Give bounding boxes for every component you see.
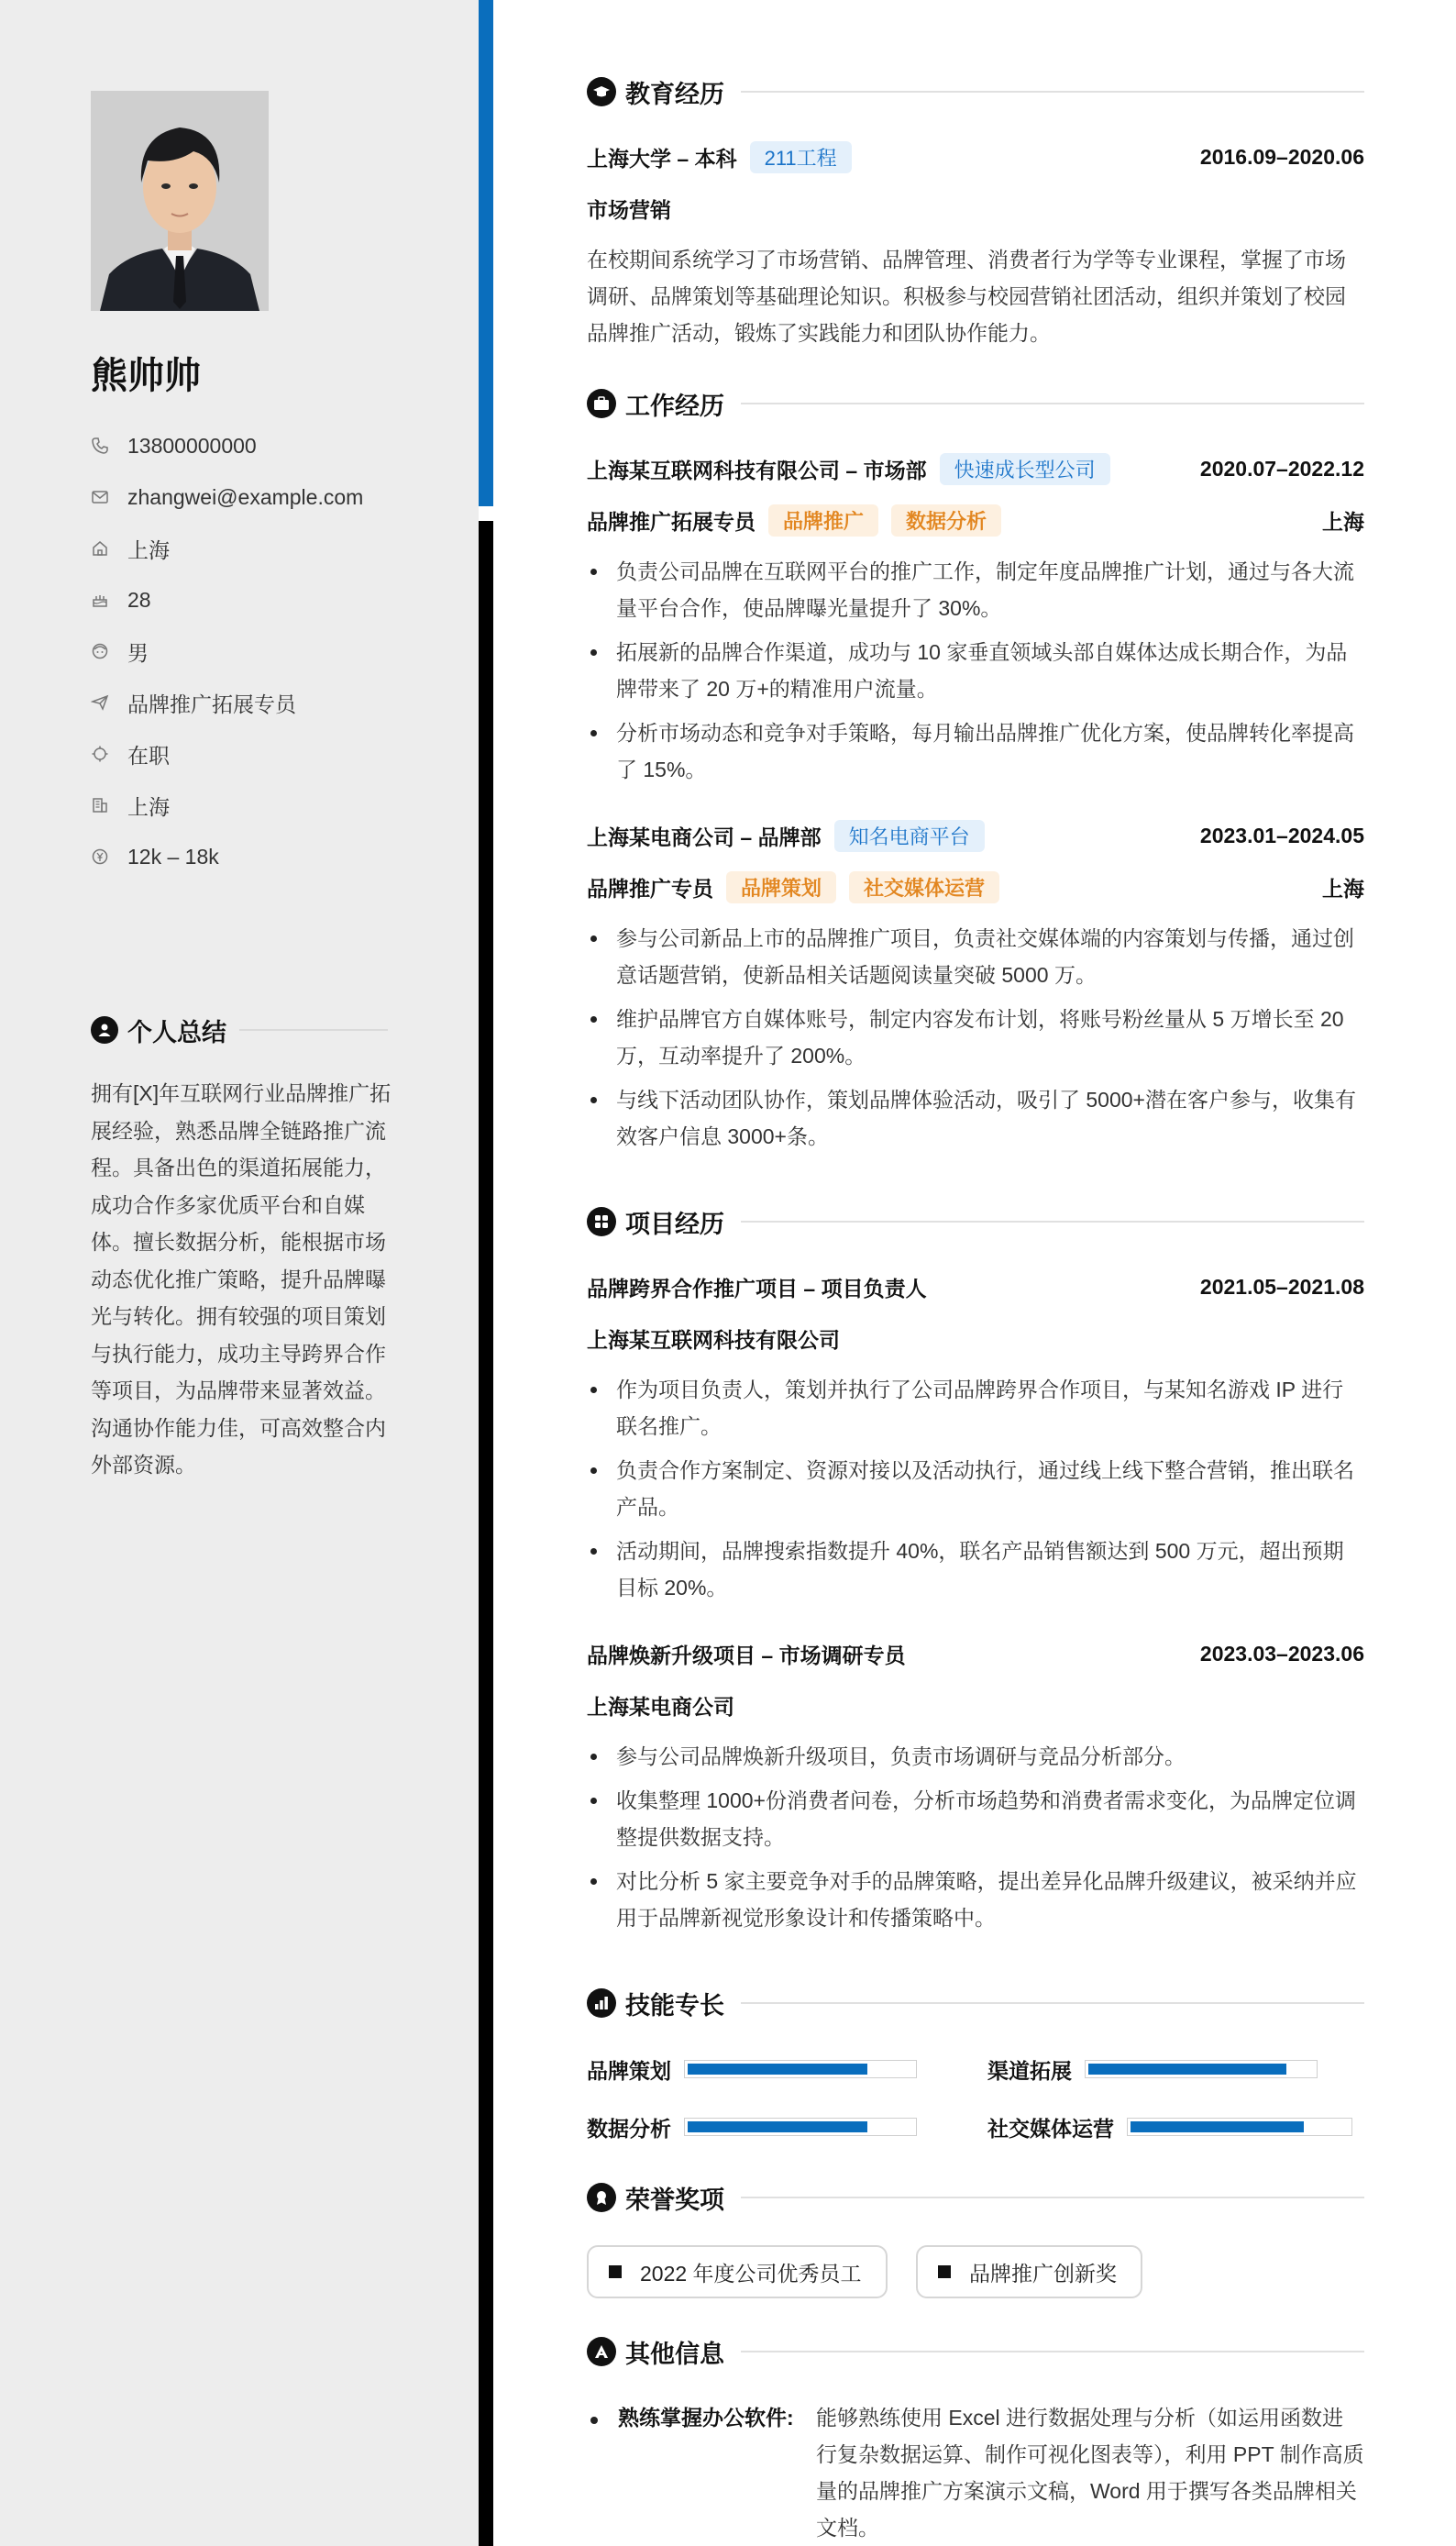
projects-divider	[741, 1221, 1364, 1223]
job-1-tag-2: 数据分析	[891, 504, 1001, 537]
other-heading	[587, 2333, 1364, 2370]
list-item: 拓展新的品牌合作渠道，成功与 10 家垂直领域头部自媒体达成长期合作，为品牌带来了 20 万+的精准用户流量。	[587, 634, 1364, 707]
job-1-tag-1: 品牌推广	[768, 504, 878, 537]
projects-title: 项目经历	[625, 1210, 724, 1238]
contact-age	[91, 574, 458, 625]
info-icon	[587, 2337, 616, 2366]
award-2-label: 品牌推广创新奖	[969, 2261, 1117, 2286]
list-item: 维护品牌官方自媒体账号，制定内容发布计划，将账号粉丝量从 5 万增长至 20 万，互动率提升了 200%。	[587, 1001, 1364, 1074]
square-bullet-icon	[938, 2265, 951, 2278]
skill-item-4	[987, 2110, 1352, 2143]
education-heading	[587, 73, 1364, 110]
contact-work-city	[91, 780, 458, 831]
education-divider	[741, 91, 1364, 93]
user-icon	[91, 1016, 118, 1044]
building-icon	[91, 795, 127, 815]
project-2-name: 品牌焕新升级项目 – 市场调研专员	[587, 1643, 906, 1667]
project-2-company: 上海某电商公司	[587, 1694, 734, 1719]
project-1-period: 2021.05–2021.08	[1199, 1274, 1364, 1299]
job-1-position-row	[587, 502, 1364, 538]
contact-city-value: 上海	[127, 537, 170, 562]
gender-icon	[91, 641, 127, 661]
skill-4-name: 社交媒体运营	[987, 2116, 1114, 2141]
education-school: 上海大学 – 本科	[587, 146, 737, 171]
job-1-location: 上海	[1322, 509, 1364, 534]
cake-icon	[91, 590, 127, 610]
skills-title: 技能专长	[625, 1991, 724, 2020]
bullet-dot	[590, 2417, 598, 2424]
award-icon	[587, 2183, 616, 2212]
skill-3-fill	[688, 2121, 867, 2132]
skill-1-fill	[688, 2064, 867, 2075]
skill-2-name: 渠道拓展	[987, 2058, 1072, 2083]
skill-4-bar	[1127, 2118, 1352, 2136]
list-item: 收集整理 1000+份消费者问卷，分析市场趋势和消费者需求变化，为品牌定位调整提供数据支持。	[587, 1782, 1364, 1855]
grid-icon	[587, 1207, 616, 1236]
summary-heading	[91, 1013, 388, 1046]
project-1-bullets	[587, 1371, 1364, 1613]
job-2-position-row	[587, 869, 1364, 905]
bar-chart-icon	[587, 1988, 616, 2018]
skill-3-bar	[684, 2118, 917, 2136]
phone-icon	[91, 436, 127, 456]
job-1-position: 品牌推广拓展专员	[587, 509, 756, 534]
other-divider	[741, 2351, 1364, 2352]
contact-list	[91, 420, 458, 882]
job-2-tag-1: 品牌策划	[726, 871, 836, 903]
list-item: 分析市场动态和竞争对手策略，每月输出品牌推广优化方案，使品牌转化率提高了 15%。	[587, 714, 1364, 788]
list-item: 参与公司品牌焕新升级项目，负责市场调研与竞品分析部分。	[587, 1738, 1364, 1775]
summary-text: 拥有[X]年互联网行业品牌推广拓展经验，熟悉品牌全链路推广流程。具备出色的渠道拓展能力，成功合作多家优质平台和自媒体。擅长数据分析，能根据市场动态优化推广策略，提升品牌曝光与转化。拥有较强的项目策划与执行能力，成功主导跨界合作等项目，为品牌带来显著效益。沟通协作能力佳，可高效整合内外部资源。	[91, 1081, 392, 1477]
job-1-company: 上海某互联网科技有限公司 – 市场部	[587, 458, 927, 482]
education-title: 教育经历	[625, 80, 724, 108]
project-1-header	[587, 1268, 1364, 1305]
job-2-period: 2023.01–2024.05	[1199, 823, 1364, 847]
contact-work-city-value: 上海	[127, 794, 170, 819]
work-title: 工作经历	[625, 392, 724, 420]
awards-title: 荣誉奖项	[625, 2186, 724, 2214]
contact-phone	[91, 420, 458, 471]
contact-city	[91, 523, 458, 574]
skills-heading	[587, 1985, 1364, 2021]
briefcase-icon	[587, 389, 616, 418]
education-header-row	[587, 138, 1364, 175]
other-title: 其他信息	[625, 2340, 724, 2368]
job-2-company-tag: 知名电商平台	[834, 820, 985, 852]
salary-icon	[91, 847, 127, 867]
accent-stripe	[479, 0, 493, 506]
education-period: 2016.09–2020.06	[1199, 144, 1364, 169]
projects-heading	[587, 1203, 1364, 1240]
work-divider	[741, 403, 1364, 404]
contact-age-value: 28	[127, 587, 151, 612]
contact-position	[91, 677, 458, 728]
status-icon	[91, 744, 127, 764]
list-item: 活动期间，品牌搜索指数提升 40%，联名产品销售额达到 500 万元，超出预期目标 20%。	[587, 1533, 1364, 1606]
skill-1-bar	[684, 2060, 917, 2078]
project-2-period: 2023.03–2023.06	[1199, 1641, 1364, 1666]
job-2-header	[587, 817, 1364, 854]
list-item: 对比分析 5 家主要竞争对手的品牌策略，提出差异化品牌升级建议，被采纳并应用于品牌新视觉形象设计和传播策略中。	[587, 1863, 1364, 1936]
job-1-header	[587, 450, 1364, 487]
summary-divider	[239, 1029, 388, 1031]
list-item: 与线下活动团队协作，策划品牌体验活动，吸引了 5000+潜在客户参与，收集有效客户信息 3000+条。	[587, 1081, 1364, 1155]
divider-stripe	[479, 521, 493, 2546]
contact-status	[91, 728, 458, 780]
awards-heading	[587, 2179, 1364, 2216]
contact-email	[91, 471, 458, 523]
graduation-cap-icon	[587, 77, 616, 106]
skill-3-name: 数据分析	[587, 2116, 671, 2141]
education-major: 市场营销	[587, 197, 671, 222]
contact-gender-value: 男	[127, 640, 149, 665]
list-item: 作为项目负责人，策划并执行了公司品牌跨界合作项目，与某知名游戏 IP 进行联名推广。	[587, 1371, 1364, 1445]
skill-4-fill	[1131, 2121, 1304, 2132]
job-2-tag-2: 社交媒体运营	[849, 871, 999, 903]
project-2-bullets	[587, 1738, 1364, 1943]
education-tag: 211工程	[750, 141, 852, 173]
skill-2-fill	[1088, 2064, 1286, 2075]
project-1-company: 上海某互联网科技有限公司	[587, 1327, 840, 1352]
work-heading	[587, 385, 1364, 422]
skill-1-name: 品牌策划	[587, 2058, 671, 2083]
award-badge-1	[587, 2245, 888, 2298]
job-2-location: 上海	[1322, 876, 1364, 901]
summary-title: 个人总结	[127, 1018, 226, 1046]
project-1-name: 品牌跨界合作推广项目 – 项目负责人	[587, 1276, 927, 1301]
awards-divider	[741, 2197, 1364, 2198]
contact-position-value: 品牌推广拓展专员	[127, 692, 296, 716]
award-badge-2	[916, 2245, 1142, 2298]
list-item: 参与公司新品上市的品牌推广项目，负责社交媒体端的内容策划与传播，通过创意话题营销，使新品相关话题阅读量突破 5000 万。	[587, 920, 1364, 993]
skill-item-3	[587, 2110, 917, 2143]
job-2-bullets	[587, 920, 1364, 1162]
contact-salary	[91, 831, 458, 882]
job-1-period: 2020.07–2022.12	[1199, 456, 1364, 481]
contact-email-value: zhangwei@example.com	[127, 484, 364, 509]
job-2-company: 上海某电商公司 – 品牌部	[587, 825, 822, 849]
skill-item-1	[587, 2053, 917, 2086]
contact-phone-value: 13800000000	[127, 433, 257, 458]
skill-2-bar	[1085, 2060, 1318, 2078]
list-item: 负责公司品牌在互联网平台的推广工作，制定年度品牌推广计划，通过与各大流量平台合作，使品牌曝光量提升了 30%。	[587, 553, 1364, 626]
home-icon	[91, 538, 127, 559]
education-major-row	[587, 190, 1364, 227]
project-2-header	[587, 1635, 1364, 1672]
award-1-label: 2022 年度公司优秀员工	[640, 2261, 862, 2286]
education-description: 在校期间系统学习了市场营销、品牌管理、消费者行为学等专业课程，掌握了市场调研、品牌策划等基础理论知识。积极参与校园营销社团活动，组织并策划了校园品牌推广活动，锻炼了实践能力和团队协作能力。	[587, 248, 1346, 345]
skills-divider	[741, 2002, 1364, 2004]
job-1-bullets	[587, 553, 1364, 795]
mail-icon	[91, 487, 127, 507]
skill-item-2	[987, 2053, 1318, 2086]
contact-salary-value: 12k – 18k	[127, 844, 219, 869]
contact-status-value: 在职	[127, 743, 170, 768]
profile-photo	[91, 91, 269, 311]
square-bullet-icon	[609, 2265, 622, 2278]
project-1-company-row	[587, 1320, 1364, 1356]
profile-name: 熊帅帅	[91, 356, 201, 396]
job-1-company-tag: 快速成长型公司	[940, 453, 1110, 485]
send-icon	[91, 692, 127, 713]
other-label: 熟练掌握办公软件:	[618, 2406, 794, 2430]
project-2-company-row	[587, 1687, 1364, 1723]
other-text: 能够熟练使用 Excel 进行数据处理与分析（如运用函数进行复杂数据运算、制作可视化图表等），利用 PPT 制作高质量的品牌推广方案演示文稿，Word 用于撰写各类品牌相关文档。	[816, 2406, 1364, 2540]
contact-gender	[91, 625, 458, 677]
list-item: 负责合作方案制定、资源对接以及活动执行，通过线上线下整合营销，推出联名产品。	[587, 1452, 1364, 1525]
job-2-position: 品牌推广专员	[587, 876, 713, 901]
